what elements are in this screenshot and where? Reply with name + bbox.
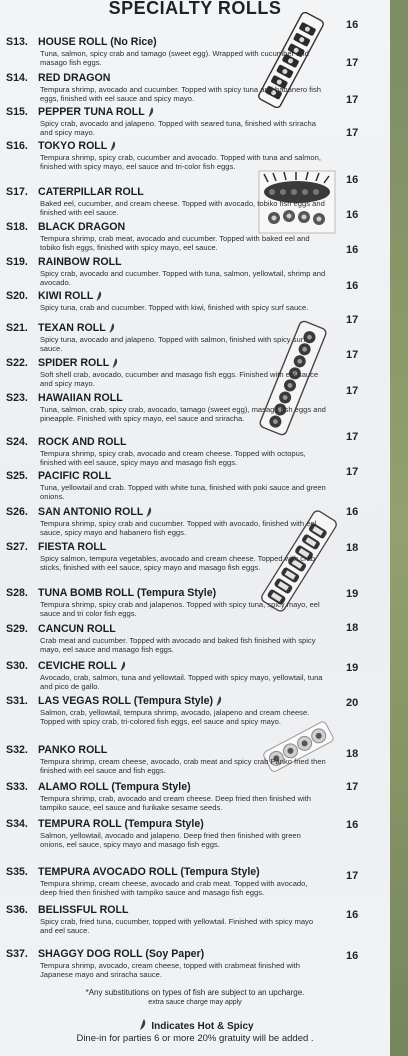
item-price: 19 [346, 588, 359, 600]
item-code: S30. [6, 660, 28, 672]
item-name: SPIDER ROLL [38, 357, 110, 369]
item-name: LAS VEGAS ROLL [38, 695, 131, 707]
item-name: TEMPURA AVOCADO ROLL [38, 866, 178, 878]
chili-pepper-icon [216, 696, 221, 705]
item-description: Salmon, crab, yellowtail, tempura shrimp, avocado, jalapeno and cream cheese. Topped with spicy crab, tri-colored fish eggs, eel sauce and spicy mayo. [40, 708, 310, 726]
page-title: SPECIALTY ROLLS [108, 0, 282, 18]
menu-item [6, 470, 326, 501]
item-code: S34. [6, 818, 28, 830]
item-name: RAINBOW ROLL [38, 256, 122, 268]
menu-item-heading [6, 695, 326, 708]
item-price: 17 [346, 466, 359, 478]
item-name: RED DRAGON [38, 72, 111, 84]
menu-item-heading [6, 660, 326, 673]
item-description: Tempura shrimp, crab meat, avocado and cucumber. Topped with baked eel and tobiko fish eggs, finished with spicy mayo, eel sauce. [40, 234, 310, 252]
menu-item [6, 140, 326, 171]
item-description: Tempura shrimp, crab, avocado and cream cheese. Deep fried then finished with tampiko sauce, eel sauce and furikake sesame seeds. [40, 794, 311, 812]
item-name: TEXAN ROLL [38, 322, 106, 334]
item-price: 17 [346, 314, 359, 326]
item-price: 18 [346, 622, 359, 634]
item-name-suffix: (Tempura Style) [177, 866, 260, 878]
item-name: KIWI ROLL [38, 290, 94, 302]
item-name: ALAMO ROLL [38, 781, 109, 793]
menu-item [6, 623, 326, 654]
item-price: 17 [346, 127, 359, 139]
item-description: Spicy crab, fried tuna, cucumber, topped with yellowtail. Finished with spicy mayo and eel sauce. [40, 917, 314, 935]
item-code: S24. [6, 436, 28, 448]
item-name: CANCUN ROLL [38, 623, 116, 635]
item-name-suffix: (Tempura Style) [108, 781, 191, 793]
item-name-suffix: (Tempura Style) [133, 587, 217, 599]
item-name-suffix: (Soy Paper) [142, 948, 205, 960]
item-description: Spicy crab, avocado and cucumber. Topped with tuna, salmon, yellowtail, shrimp and avocado. [40, 269, 326, 287]
chili-pepper-icon [112, 358, 117, 367]
item-price: 16 [346, 506, 359, 518]
menu-item [6, 106, 326, 137]
item-name: ROCK AND ROLL [38, 436, 127, 448]
menu-item [6, 322, 326, 353]
menu-item [6, 695, 326, 726]
menu-item-heading [6, 541, 326, 554]
item-description: Tuna, salmon, spicy crab and tamago (sweet egg). Wrapped with cucumber and masago fish eggs. [40, 49, 309, 67]
item-code: S21. [6, 322, 28, 334]
item-description: Tempura shrimp, spicy crab, avocado and cream cheese. Topped with octopus, finished with eel sauce, spicy mayo and masago fish eggs. [40, 449, 306, 467]
menu-item-heading [6, 36, 326, 49]
chili-pepper-icon [96, 291, 101, 300]
item-description: Tempura shrimp, avocado and cucumber. Topped with spicy tuna and habanero fish eggs, finished with eel sauce and spicy mayo. [40, 85, 321, 103]
item-name: CEVICHE ROLL [38, 660, 117, 672]
item-description: Tuna, salmon, crab, spicy crab, avocado, tamago (sweet egg), masago fish eggs and pineapple. Finished with spicy mayo, eel sauce and sriracha. [40, 405, 326, 423]
substitution-note: *Any substitutions on types of fish are subject to an upcharge. [85, 988, 305, 997]
menu-item-heading [6, 140, 326, 153]
item-code: S19. [6, 256, 28, 268]
item-name: BLACK DRAGON [38, 221, 126, 233]
menu-item-heading [6, 506, 326, 519]
item-description: Tempura shrimp, cream cheese, avocado and crab meat. Topped with avocado, deep fried then finished with tampiko sauce and masago fish eggs. [40, 879, 308, 897]
item-description: Spicy salmon, tempura vegetables, avocado and cream cheese. Topped with crab sticks, finished with eel sauce, spicy mayo and masago fish eggs. [40, 554, 316, 572]
extra-sauce-note: extra sauce charge may apply [148, 999, 242, 1006]
item-code: S18. [6, 221, 28, 233]
menu-item [6, 357, 326, 388]
menu-item [6, 904, 326, 935]
item-name: FIESTA ROLL [38, 541, 107, 553]
item-name: HOUSE ROLL [38, 36, 108, 48]
menu-item [6, 36, 326, 67]
menu-item [6, 186, 326, 217]
item-code: S14. [6, 72, 28, 84]
chili-pepper-icon [120, 661, 125, 670]
item-description: Salmon, yellowtail, avocado and jalapeno. Deep fried then finished with green onions, eel sauce, spicy mayo and masago fish eggs. [40, 831, 301, 849]
item-description: Soft shell crab, avocado, cucumber and masago fish eggs. Finished with eel sauce and spicy mayo. [40, 370, 319, 388]
menu-item-heading [6, 186, 326, 199]
menu-item [6, 290, 326, 312]
menu-item [6, 541, 326, 572]
item-name: HAWAIIAN ROLL [38, 392, 123, 404]
menu-item [6, 818, 326, 849]
item-name: PEPPER TUNA ROLL [38, 106, 145, 118]
item-price: 17 [346, 870, 359, 882]
menu-item [6, 256, 326, 287]
spicy-legend [0, 1019, 390, 1032]
item-price: 17 [346, 349, 359, 361]
menu-item [6, 436, 326, 467]
item-description: Spicy crab, avocado and jalapeno. Topped with seared tuna, finished with sriracha and spicy mayo. [40, 119, 316, 137]
item-price: 17 [346, 431, 359, 443]
item-description: Crab meat and cucumber. Topped with avocado and baked fish finished with spicy mayo, eel sauce and masago fish eggs. [40, 636, 316, 654]
item-description: Tempura shrimp, cream cheese, avocado, crab meat and spicy crab Panko fried then finished with eel sauce and fish eggs. [40, 757, 326, 775]
item-code: S16. [6, 140, 28, 152]
item-code: S23. [6, 392, 28, 404]
menu-item-heading [6, 256, 326, 269]
menu-item-heading [6, 72, 326, 85]
item-description: Avocado, crab, salmon, tuna and yellowtail. Topped with spicy mayo, yellowtail, tuna and pico de gallo. [40, 673, 323, 691]
item-code: S35. [6, 866, 28, 878]
chili-pepper-icon [110, 141, 115, 150]
chili-pepper-icon [148, 107, 153, 116]
menu-item [6, 392, 326, 423]
item-price: 16 [346, 909, 359, 921]
menu-item [6, 506, 326, 537]
menu-item-heading [6, 818, 326, 831]
item-code: S29. [6, 623, 28, 635]
menu-item-heading [6, 904, 326, 917]
menu-item [6, 221, 326, 252]
menu-item-heading [6, 948, 326, 961]
item-description: Spicy tuna, crab and cucumber. Topped with kiwi, finished with spicy surf sauce. [40, 303, 309, 312]
item-description: Tuna, yellowtail and crab. Topped with white tuna, finished with poki sauce and green onions. [40, 483, 326, 501]
item-code: S17. [6, 186, 28, 198]
item-description: Tempura shrimp, spicy crab and cucumber. Topped with avocado, finished with eel sauce, spicy mayo and habanero fish eggs. [40, 519, 317, 537]
item-price: 20 [346, 697, 359, 709]
item-price: 16 [346, 280, 359, 292]
item-price: 17 [346, 94, 359, 106]
item-name: CATERPILLAR ROLL [38, 186, 144, 198]
menu-item-heading [6, 357, 326, 370]
item-code: S36. [6, 904, 28, 916]
item-code: S22. [6, 357, 28, 369]
item-price: 18 [346, 748, 359, 760]
item-code: S20. [6, 290, 28, 302]
menu-item [6, 587, 326, 618]
gratuity-note: Dine-in for parties 6 or more 20% gratuity will be added . [76, 1033, 314, 1044]
menu-item-heading [6, 623, 326, 636]
menu-item-heading [6, 392, 326, 405]
item-price: 17 [346, 385, 359, 397]
item-price: 16 [346, 19, 359, 31]
item-name: BELISSFUL ROLL [38, 904, 129, 916]
item-price: 16 [346, 244, 359, 256]
menu-item-heading [6, 436, 326, 449]
menu-item-heading [6, 587, 326, 600]
item-name: TUNA BOMB ROLL [38, 587, 134, 599]
item-code: S32. [6, 744, 28, 756]
menu-item-heading [6, 221, 326, 234]
item-code: S13. [6, 36, 28, 48]
item-name-suffix: (Tempura Style) [130, 695, 214, 707]
item-price: 16 [346, 209, 359, 221]
item-code: S15. [6, 106, 28, 118]
item-code: S37. [6, 948, 28, 960]
item-price: 16 [346, 174, 359, 186]
menu-item [6, 948, 326, 979]
item-name: SHAGGY DOG ROLL [38, 948, 143, 960]
item-price: 18 [346, 542, 359, 554]
chili-pepper-icon [139, 1019, 147, 1030]
menu-item-heading [6, 470, 326, 483]
menu-item [6, 866, 326, 897]
menu-item [6, 660, 326, 691]
menu-item-heading [6, 866, 326, 879]
menu-item [6, 72, 326, 103]
item-code: S31. [6, 695, 28, 707]
item-code: S27. [6, 541, 28, 553]
item-name-suffix: (Tempura Style) [121, 818, 204, 830]
item-name: TOKYO ROLL [38, 140, 108, 152]
item-name: SAN ANTONIO ROLL [38, 506, 144, 518]
menu-item [6, 781, 326, 812]
item-price: 16 [346, 950, 359, 962]
menu-item-heading [6, 290, 326, 303]
item-code: S28. [6, 587, 28, 599]
menu-item-heading [6, 322, 326, 335]
item-description: Tempura shrimp, spicy crab and jalapenos. Topped with spicy tuna, spicy mayo, eel sauce and tri color fish eggs. [40, 600, 320, 618]
item-name: PACIFIC ROLL [38, 470, 112, 482]
item-code: S26. [6, 506, 28, 518]
item-price: 17 [346, 781, 359, 793]
background-edge [390, 0, 408, 1056]
item-name-suffix: (No Rice) [107, 36, 157, 48]
menu-item-heading [6, 106, 326, 119]
item-description: Baked eel, cucumber, and cream cheese. Topped with avocado, tobiko fish eggs and finished with eel sauce. [40, 199, 325, 217]
item-description: Spicy tuna, avocado and jalapeno. Topped with salmon, finished with spicy surf sauce. [40, 335, 306, 353]
item-name: TEMPURA ROLL [38, 818, 122, 830]
item-price: 17 [346, 57, 359, 69]
item-name: PANKO ROLL [38, 744, 108, 756]
item-price: 19 [346, 662, 359, 674]
chili-pepper-icon [109, 323, 114, 332]
chili-pepper-icon [146, 507, 151, 516]
item-code: S25. [6, 470, 28, 482]
menu-item-heading [6, 781, 326, 794]
menu-item [6, 744, 326, 775]
item-code: S33. [6, 781, 28, 793]
item-price: 16 [346, 819, 359, 831]
item-description: Tempura shrimp, spicy crab, cucumber and avocado. Topped with tuna and salmon, finished with spicy mayo, eel sauce and tri-color fish eggs. [40, 153, 321, 171]
item-description: Tempura shrimp, avocado, cream cheese, topped with crabmeat finished with Japanese mayo and sriracha sauce. [40, 961, 301, 979]
menu-item-heading [6, 744, 326, 757]
spicy-legend-label: Indicates Hot & Spicy [151, 1021, 254, 1032]
